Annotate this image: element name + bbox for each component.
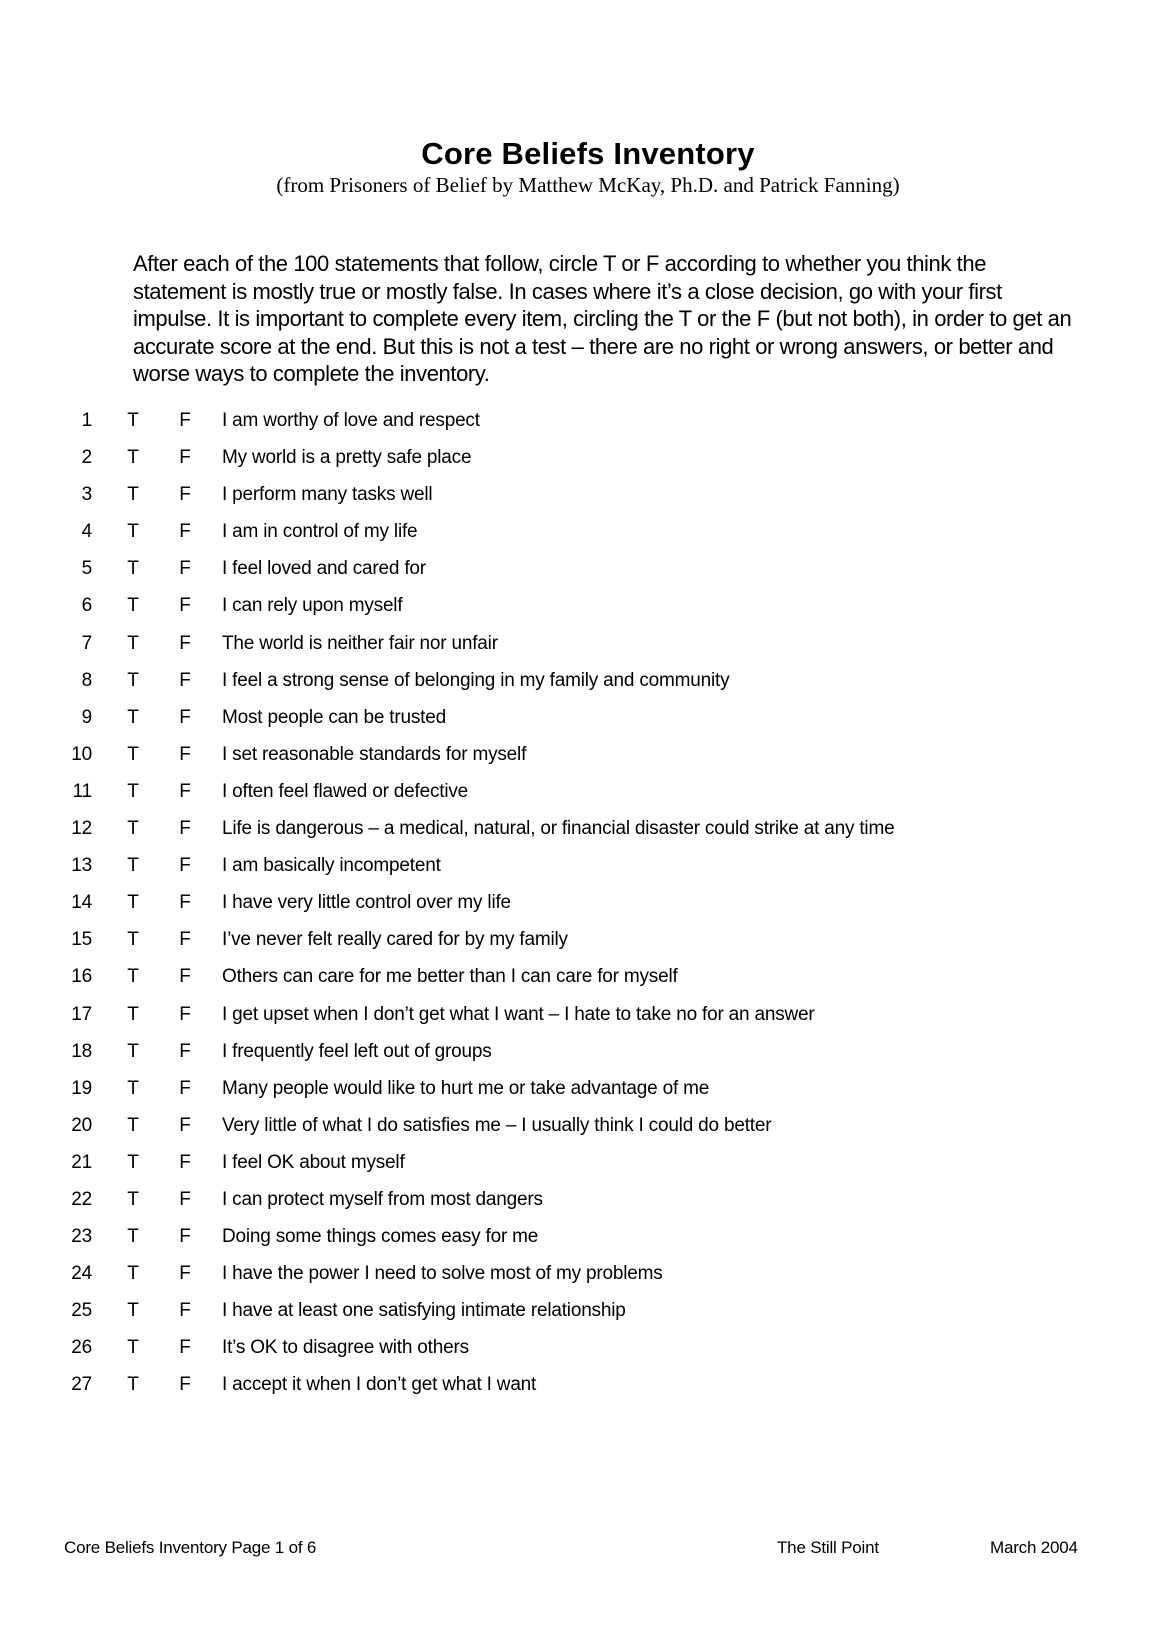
false-option[interactable]: F xyxy=(179,929,191,951)
false-option[interactable]: F xyxy=(179,966,191,988)
false-option[interactable]: F xyxy=(179,1300,191,1322)
statement-text: I can protect myself from most dangers xyxy=(222,1188,543,1210)
false-option[interactable]: F xyxy=(179,669,191,691)
item-number: 27 xyxy=(71,1374,92,1396)
item-number: 19 xyxy=(71,1077,92,1099)
false-option[interactable]: F xyxy=(179,1226,191,1248)
false-option[interactable]: F xyxy=(179,447,191,469)
footer-source: The Still Point xyxy=(777,1538,879,1557)
statement-row xyxy=(0,1033,1176,1070)
item-number: 12 xyxy=(71,818,92,840)
item-number: 15 xyxy=(71,929,92,951)
item-number: 14 xyxy=(71,892,92,914)
false-option[interactable]: F xyxy=(179,484,191,506)
statement-row xyxy=(0,1255,1176,1292)
false-option[interactable]: F xyxy=(179,632,191,654)
false-option[interactable]: F xyxy=(179,1374,191,1396)
statement-text: I frequently feel left out of groups xyxy=(222,1040,492,1062)
page-title: Core Beliefs Inventory xyxy=(421,136,755,171)
statement-row xyxy=(0,402,1176,439)
item-number: 23 xyxy=(71,1226,92,1248)
statement-row xyxy=(0,1107,1176,1144)
statement-row xyxy=(0,921,1176,958)
item-number: 20 xyxy=(71,1114,92,1136)
statement-text: Others can care for me better than I can care for myself xyxy=(222,966,678,988)
true-option[interactable]: T xyxy=(127,1300,139,1322)
true-option[interactable]: T xyxy=(127,1337,139,1359)
true-option[interactable]: T xyxy=(127,669,139,691)
statement-text: I often feel flawed or defective xyxy=(222,780,469,802)
statement-text: Life is dangerous – a medical, natural, or financial disaster could strike at any time xyxy=(222,818,895,840)
true-option[interactable]: T xyxy=(127,558,139,580)
true-option[interactable]: T xyxy=(127,743,139,765)
true-option[interactable]: T xyxy=(127,1263,139,1285)
statement-text: I have the power I need to solve most of my problems xyxy=(222,1263,663,1285)
item-number: 8 xyxy=(81,669,92,691)
statement-text: Doing some things comes easy for me xyxy=(222,1226,539,1248)
statement-text: I can rely upon myself xyxy=(222,595,403,617)
true-option[interactable]: T xyxy=(127,1114,139,1136)
true-option[interactable]: T xyxy=(127,929,139,951)
statement-row xyxy=(0,1181,1176,1218)
statement-row xyxy=(0,847,1176,884)
false-option[interactable]: F xyxy=(179,892,191,914)
statement-row xyxy=(0,958,1176,995)
true-option[interactable]: T xyxy=(127,632,139,654)
false-option[interactable]: F xyxy=(179,743,191,765)
statement-text: I accept it when I don’t get what I want xyxy=(222,1374,537,1396)
item-number: 5 xyxy=(81,558,92,580)
statement-text: It’s OK to disagree with others xyxy=(222,1337,469,1359)
true-option[interactable]: T xyxy=(127,447,139,469)
statement-row xyxy=(0,476,1176,513)
false-option[interactable]: F xyxy=(179,1337,191,1359)
statement-text: I’ve never felt really cared for by my family xyxy=(222,929,568,951)
item-number: 21 xyxy=(71,1151,92,1173)
item-number: 4 xyxy=(81,521,92,543)
true-option[interactable]: T xyxy=(127,410,139,431)
item-number: 1 xyxy=(81,410,92,431)
true-option[interactable]: T xyxy=(127,595,139,617)
statement-text: My world is a pretty safe place xyxy=(222,447,472,469)
statement-row xyxy=(0,773,1176,810)
item-number: 7 xyxy=(81,632,92,654)
statement-row xyxy=(0,1366,1176,1403)
false-option[interactable]: F xyxy=(179,1003,191,1025)
statement-row xyxy=(0,625,1176,662)
true-option[interactable]: T xyxy=(127,1151,139,1173)
statement-text: I feel loved and cared for xyxy=(222,558,426,580)
false-option[interactable]: F xyxy=(179,855,191,877)
item-number: 10 xyxy=(71,743,92,765)
statement-row xyxy=(0,884,1176,921)
footer-page-label: Core Beliefs Inventory Page 1 of 6 xyxy=(64,1538,317,1557)
item-number: 3 xyxy=(81,484,92,506)
statement-text: I set reasonable standards for myself xyxy=(222,743,527,765)
false-option[interactable]: F xyxy=(179,780,191,802)
false-option[interactable]: F xyxy=(179,410,191,431)
false-option[interactable]: F xyxy=(179,1263,191,1285)
false-option[interactable]: F xyxy=(179,558,191,580)
statement-row xyxy=(0,736,1176,773)
statement-text: I have at least one satisfying intimate relationship xyxy=(222,1300,626,1322)
statement-row xyxy=(0,587,1176,624)
true-option[interactable]: T xyxy=(127,1374,139,1396)
statement-text: Very little of what I do satisfies me – I usually think I could do better xyxy=(222,1114,772,1136)
statement-row xyxy=(0,1329,1176,1366)
statement-row xyxy=(0,513,1176,550)
statement-text: I have very little control over my life xyxy=(222,892,511,914)
item-number: 17 xyxy=(71,1003,92,1025)
statement-row xyxy=(0,550,1176,587)
statement-row xyxy=(0,439,1176,476)
false-option[interactable]: F xyxy=(179,521,191,543)
item-number: 6 xyxy=(81,595,92,617)
statement-row xyxy=(0,1218,1176,1255)
item-number: 16 xyxy=(71,966,92,988)
item-number: 24 xyxy=(71,1263,92,1285)
instructions-paragraph: After each of the 100 statements that follow, circle T or F according to whether you think the statement is mostly true or mostly false. In cases where it’s a close decision, go with your first impulse. It is important to complete every item, circling the T or the F (but not both), in order to get an accurate score at the end. But this is not a test – there are no right or wrong answers, or better and worse ways to complete the inventory. xyxy=(133,251,1072,387)
true-option[interactable]: T xyxy=(127,1226,139,1248)
statement-text: I feel a strong sense of belonging in my family and community xyxy=(222,669,730,691)
false-option[interactable]: F xyxy=(179,706,191,728)
item-number: 2 xyxy=(81,447,92,469)
false-option[interactable]: F xyxy=(179,1188,191,1210)
statement-row xyxy=(0,996,1176,1033)
false-option[interactable]: F xyxy=(179,1114,191,1136)
statement-text: I get upset when I don’t get what I want – I hate to take no for an answer xyxy=(222,1003,815,1025)
page-subtitle: (from Prisoners of Belief by Matthew McKay, Ph.D. and Patrick Fanning) xyxy=(276,173,900,197)
statement-text: I am in control of my life xyxy=(222,521,418,543)
false-option[interactable]: F xyxy=(179,818,191,840)
true-option[interactable]: T xyxy=(127,706,139,728)
statement-text: Many people would like to hurt me or take advantage of me xyxy=(222,1077,710,1099)
false-option[interactable]: F xyxy=(179,1077,191,1099)
statement-row xyxy=(0,1070,1176,1107)
true-option[interactable]: T xyxy=(127,1040,139,1062)
statement-text: Most people can be trusted xyxy=(222,706,446,728)
statement-row xyxy=(0,1292,1176,1329)
false-option[interactable]: F xyxy=(179,1151,191,1173)
statement-row xyxy=(0,810,1176,847)
item-number: 22 xyxy=(71,1188,92,1210)
statement-text: I am basically incompetent xyxy=(222,855,441,877)
item-number: 25 xyxy=(71,1300,92,1322)
true-option[interactable]: T xyxy=(127,1003,139,1025)
statement-list xyxy=(0,402,1176,1404)
statement-text: I am worthy of love and respect xyxy=(222,410,480,431)
statement-text: The world is neither fair nor unfair xyxy=(222,632,498,654)
true-option[interactable]: T xyxy=(127,780,139,802)
item-number: 13 xyxy=(71,855,92,877)
item-number: 9 xyxy=(81,706,92,728)
true-option[interactable]: T xyxy=(127,818,139,840)
statement-text: I perform many tasks well xyxy=(222,484,433,506)
item-number: 18 xyxy=(71,1040,92,1062)
true-option[interactable]: T xyxy=(127,1188,139,1210)
statement-text: I feel OK about myself xyxy=(222,1151,405,1173)
true-option[interactable]: T xyxy=(127,1077,139,1099)
true-option[interactable]: T xyxy=(127,484,139,506)
true-option[interactable]: T xyxy=(127,966,139,988)
item-number: 26 xyxy=(71,1337,92,1359)
true-option[interactable]: T xyxy=(127,892,139,914)
false-option[interactable]: F xyxy=(179,1040,191,1062)
footer-date: March 2004 xyxy=(990,1538,1078,1557)
statement-row xyxy=(0,662,1176,699)
true-option[interactable]: T xyxy=(127,521,139,543)
item-number: 11 xyxy=(72,780,92,802)
false-option[interactable]: F xyxy=(179,595,191,617)
statement-row xyxy=(0,699,1176,736)
statement-row xyxy=(0,1144,1176,1181)
true-option[interactable]: T xyxy=(127,855,139,877)
